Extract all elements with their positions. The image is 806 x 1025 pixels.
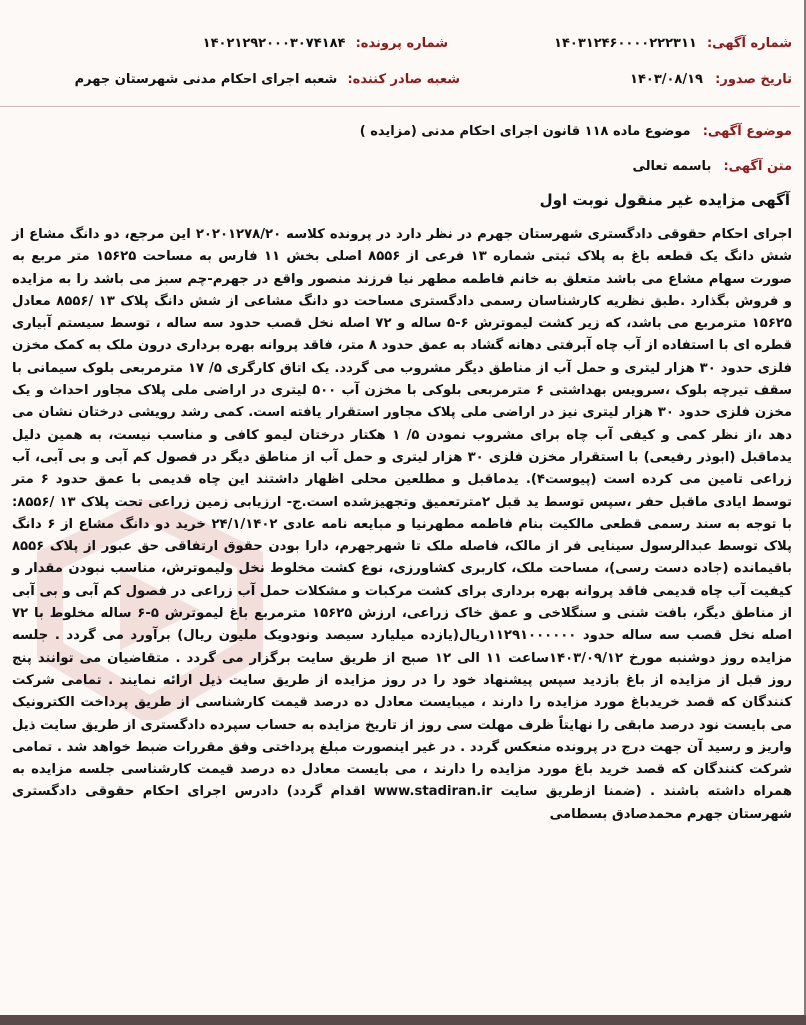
issue-date-label: تاریخ صدور: (715, 72, 792, 87)
header-divider (0, 106, 800, 107)
issue-date: ۱۴۰۳/۰۸/۱۹ (630, 72, 703, 87)
subject-label: موضوع آگهی: (702, 124, 792, 139)
issuer-row (75, 72, 460, 87)
notice-title: آگهی مزایده غیر منقول نوبت اول (539, 191, 790, 209)
subject-value: موضوع ماده ۱۱۸ قانون اجرای احکام مدنی (مزایده ) (359, 124, 691, 139)
case-number-row (203, 36, 448, 51)
notice-body: اجرای احکام حقوقی دادگستری شهرستان جهرم در نظر دارد در پرونده کلاسه ۲۰۲۰۱۲۷۸/۲۰ این مرجع، دو دانگ مشاع از شش دانگ یک قطعه باغ به پلاک ثبتی شماره ۱۳ فرعی از ۸۵۵۶ اصلی بخش ۱۱ فارس به مساحت ۱۵۶۲۵ متر مربع به صورت سهام مشاع می باشد متعلق به خانم فاطمه مطهر نیا فرزند منصور واقع در جهرم-چم سبز می باشد را به مزایده و فروش بگذارد .طبق نظریه کارشناسان رسمی دادگستری مساحت دو دانگ مشاعی از شش دانگ پلاک ۱۳ /۸۵۵۶ معادل ۱۵۶۲۵ مترمربع می باشد، که زیر کشت لیموترش ۶-۵ ساله و ۷۲ اصله نخل قصب حدود سه ساله ، توسط سیستم آبیاری قطره ای با استفاده از آب چاه آبرفتی دهانه گشاد به عمق حدود ۸ متر، فاقد پروانه بهره برداری درون ملک به کمک مخزن فلزی حدود ۳۰ هزار لیتری و حمل آب از مناطق دیگر مشروب می گردد. یک اتاق کارگری ۵/ ۱۷ مترمربعی بلوک سیمانی با سقف تیرچه بلوک ،سرویس بهداشتی ۶ مترمربعی بلوکی با مخزن آب ۵۰۰ لیتری در اراضی ملی پلاک مجاور احداث و یک مخزن فلزی حدود ۳۰ هزار لیتری نیز در اراضی ملی پلاک مجاور استقرار یافته است. کمی رشد رویشی درختان نشان می دهد ،از نظر کمی و کیفی آب چاه برای مشروب نمودن ۵/ ۱ هکتار درختان لیمو کافی و مناسب نیست، به همین دلیل یدماقبل (ابوذر رفیعی) با استقرار مخزن فلزی ۳۰ هزار لیتری و حمل آب از مناطق دیگر در فصول کم آبی و بی آبی، آب زراعی تامین می کرده است (پیوست۴). یدماقبل و مطلعین محلی اظهار داشتند این چاه قدیمی با عمق حدود ۶ متر توسط ایادی ماقبل حفر ،سپس توسط ید قبل ۲مترتعمیق وتجهیزشده است.ج- ارزیابی زمین زراعی تحت پلاک ۱۳ /۸۵۵۶: با توجه به سند رسمی قطعی مالکیت بنام فاطمه مطهرنیا و مبایعه نامه عادی ۲۴/۱/۱۴۰۲ خرید دو دانگ مشاع از ۶ دانگ پلاک توسط عبدالرسول سینایی فر از مالک، فاصله ملک تا شهرجهرم، دارا بودن حقوق ارتفاقی حق عبور از پلاک ۸۵۵۶ باقیمانده (جاده دست رسی)، مساحت ملک، کاربری کشاورزی، نوع کشت مخلوط نخل ولیموترش، مناسب نبودن مقدار و کیفیت آب چاه قدیمی فاقد پروانه بهره برداری برای کشت مرکبات و مشکلات حمل آب زراعی در فصول کم آبی و بی آبی از مناطق دیگر، بافت شنی و سنگلاخی و عمق خاک زراعی، ارزش ۱۵۶۲۵ مترمربع باغ لیموترش ۵-۶ ساله مخلوط با ۷۲ اصله نخل قصب سه ساله حدود ۱۱۲۹۱۰۰۰۰۰۰ریال(یازده میلیارد سیصد ونودویک ملیون ریال) برآورد می گردد . جلسه مزایده روز دوشنبه مورخ ۱۴۰۳/۰۹/۱۲ساعت ۱۱ الی ۱۲ صبح از طریق سایت برگزار می گردد . متقاضیان می توانند پنج روز قبل از مزایده از باغ بازدید سپس پیشنهاد خود را در روز مزایده از طریق سایت ذیل ارائه نمایند . تمامی شرکت کنندگان که قصد خریدباغ مورد مزایده را دارند ، میبایست معادل ده درصد قیمت کارشناسی از طریق پرداخت الکترونیک می بایست نود درصد مابقی را نهایتاً ظرف مهلت سی روز از تاریخ مزایده به حساب سپرده دادگستری از طریق سایت ذیل واریز و رسید آن جهت درج در پرونده منعکس گردد . در غیر اینصورت مبلغ پرداختی وفق مقررات ضبط خواهد شد . تمامی شرکت کنندگان که قصد خرید باغ مورد مزایده را دارند ، می بایست معادل ده درصد قیمت کارشناسی جلسه مزایده به همراه داشته باشند . (ضمنا ازطریق سایت www.stadiran.ir اقدام گردد) دادرس اجرای احکام حقوقی دادگستری شهرستان جهرم محمدصادق بسطامی (12, 227, 793, 822)
bottom-border (0, 1015, 806, 1025)
ad-number-label: شماره آگهی: (706, 36, 792, 51)
case-number: ۱۴۰۲۱۲۹۲۰۰۰۳۰۷۴۱۸۴ (202, 36, 346, 51)
ad-number: ۱۴۰۳۱۲۴۶۰۰۰۰۲۲۲۳۱۱ (554, 36, 697, 51)
issuer-label: شعبه صادر کننده: (347, 72, 460, 87)
issuer: شعبه اجرای احکام مدنی شهرستان جهرم (74, 72, 338, 87)
text-section-label: متن آگهی: (723, 159, 792, 174)
ad-number-row (554, 36, 792, 51)
subject-row (360, 124, 792, 139)
text-section-row (633, 159, 792, 174)
text-section-value: باسمه تعالی (632, 159, 712, 174)
issue-date-row (630, 72, 792, 87)
case-number-label: شماره پرونده: (355, 36, 448, 51)
